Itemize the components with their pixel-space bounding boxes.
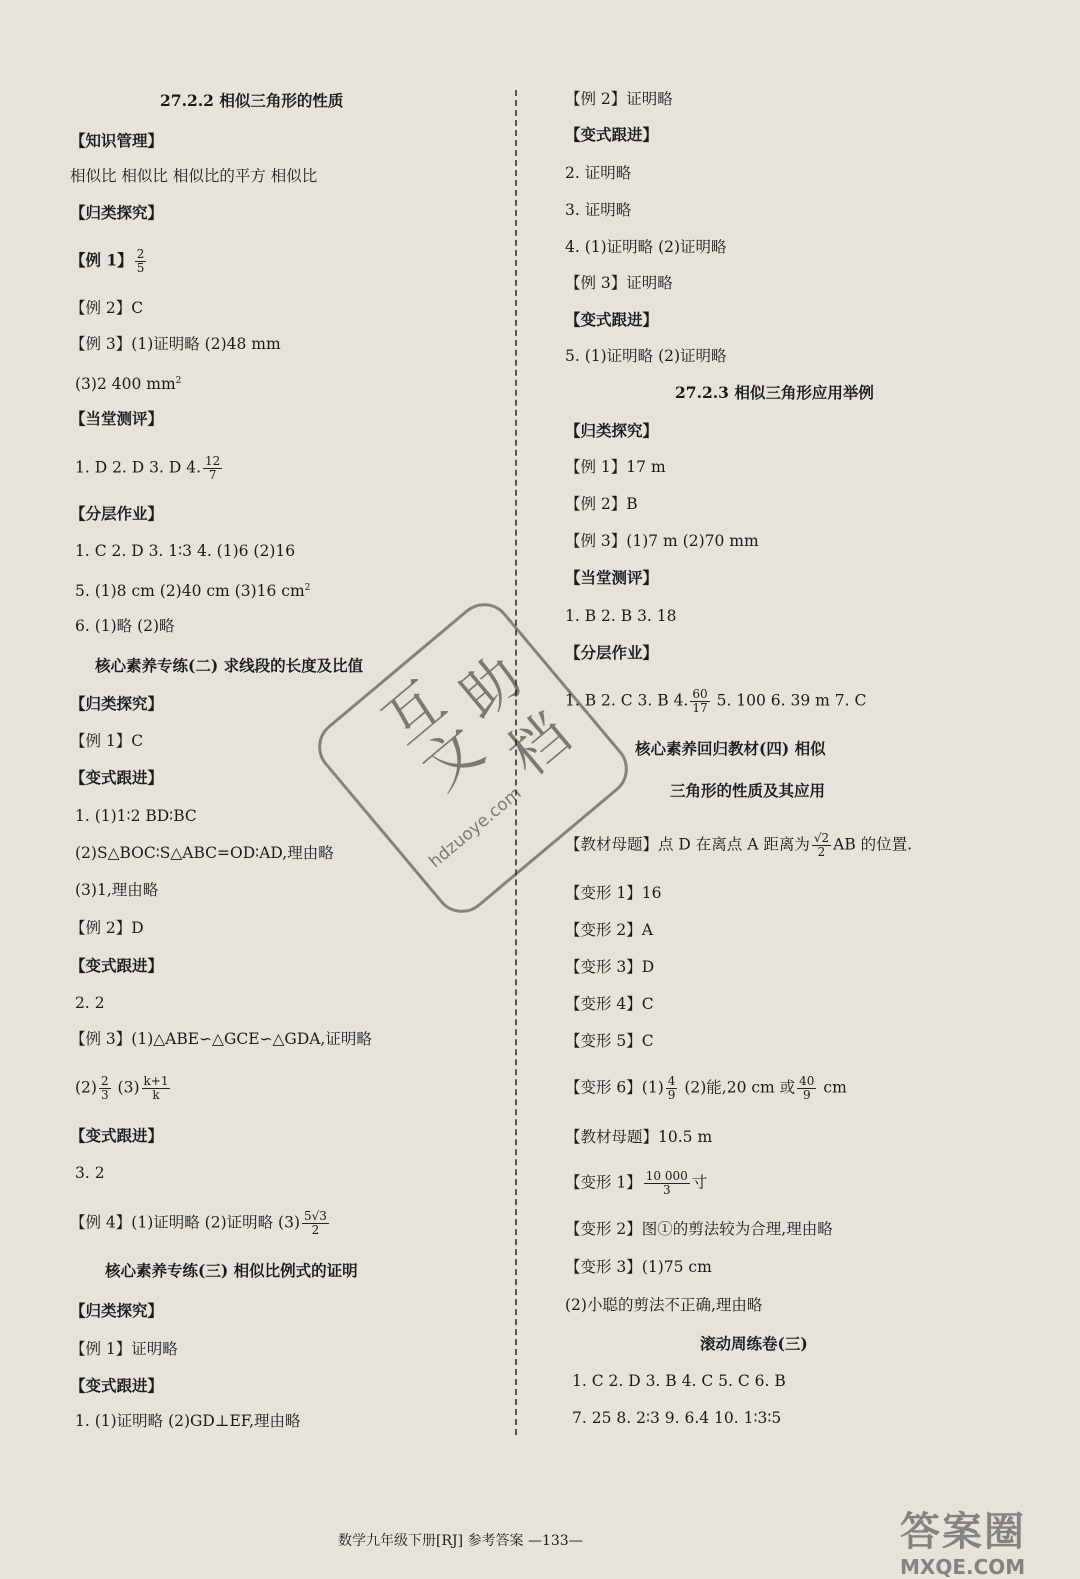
section-heading: 核心素养专练(三) 相似比例式的证明 [105, 1261, 358, 1280]
logo-url: MXQE.COM [900, 1555, 1026, 1579]
section-label: 【分层作业】 [70, 504, 164, 523]
section-heading: 27.2.2 相似三角形的性质 [160, 91, 344, 110]
answer-line: 【变形 3】D [565, 958, 655, 976]
answer-line: 【变形 1】16 [565, 884, 662, 902]
answer-line: 【例 3】(1)证明略 (2)48 mm [70, 335, 281, 353]
answer-line: 【例 1】证明略 [70, 1340, 178, 1358]
answer-line: 【例 1】C [70, 732, 144, 750]
answer-line: 5. (1)证明略 (2)证明略 [565, 347, 727, 365]
watermark-char: 文 [408, 713, 497, 804]
fraction: $\frac{2}{5}$ [136, 247, 145, 275]
answer-line: 【教材母题】点 D 在离点 A 距离为 $\frac{√2}{2}$ AB 的位置. [565, 831, 913, 859]
section-label: 【归类探究】 [565, 421, 659, 440]
answer-line: 1. (1)证明略 (2)GD⊥EF,理由略 [75, 1412, 301, 1430]
section-heading: 核心素养专练(二) 求线段的长度及比值 [95, 656, 364, 675]
fraction: $\frac{k+1}{k}$ [143, 1074, 169, 1102]
answer-line: 7. 25 8. 2∶3 9. 6.4 10. 1∶3∶5 [572, 1409, 782, 1427]
fraction: $\frac{5√3}{2}$ [304, 1209, 327, 1237]
answer-line: 1. B 2. B 3. 18 [565, 607, 677, 625]
answer-line: (2)小聪的剪法不正确,理由略 [565, 1296, 763, 1314]
answer-line: 【变形 5】C [565, 1032, 654, 1050]
answer-line: 6. (1)略 (2)略 [75, 617, 175, 635]
fraction: $\frac{60}{17}$ [692, 687, 708, 715]
answer-line: 【例 3】证明略 [565, 274, 673, 292]
section-heading: 滚动周练卷(三) [700, 1334, 808, 1353]
section-label: 【变式跟进】 [70, 1126, 164, 1145]
answer-line: (3)2 400 $mm^2$ [75, 375, 182, 394]
section-label: 【变式跟进】 [565, 125, 659, 144]
answer-line: 【例 4】(1)证明略 (2)证明略 (3) $\frac{5√3}{2}$ [70, 1209, 327, 1237]
answer-line: 【例 2】D [70, 919, 144, 937]
answer-line: 【例 2】B [565, 495, 638, 513]
answer-line: 【例 1】 $\frac{2}{5}$ [70, 247, 145, 275]
section-label: 【归类探究】 [70, 1301, 164, 1320]
answer-line: (3)1,理由略 [75, 881, 159, 899]
answer-line: 5. (1)8 cm (2)40 cm (3)16 $cm^2$ [75, 582, 311, 601]
section-label: 【变式跟进】 [70, 1376, 164, 1395]
answer-line: 1. B 2. C 3. B 4. $\frac{60}{17}$ 5. 100 6. 39 m 7. C [565, 687, 867, 715]
watermark-char: 互 [369, 667, 458, 758]
section-label: 【变式跟进】 [70, 768, 164, 787]
answer-line: 【变形 3】(1)75 cm [565, 1258, 712, 1276]
answer-line: 【例 2】证明略 [565, 90, 673, 108]
answer-line: 【例 3】(1)7 m (2)70 mm [565, 532, 759, 550]
answer-line: 2. 证明略 [565, 164, 632, 182]
fraction: $\frac{12}{7}$ [205, 454, 221, 482]
fraction: $\frac{2}{3}$ [100, 1074, 109, 1102]
answer-line: 【变形 2】图①的剪法较为合理,理由略 [565, 1220, 833, 1238]
logo-text: 答案圈 [900, 1509, 1026, 1555]
page-footer: 数学九年级下册[RJ] 参考答案 —133— [338, 1533, 583, 1549]
section-label: 【变式跟进】 [70, 956, 164, 975]
answer-line: 相似比 相似比 相似比的平方 相似比 [70, 167, 318, 185]
section-label: 【当堂测评】 [70, 409, 164, 428]
answer-line: 1. D 2. D 3. D 4. $\frac{12}{7}$ [75, 454, 221, 482]
watermark-char: 助 [446, 642, 535, 732]
section-label: 【当堂测评】 [565, 568, 659, 587]
answer-line: 3. 2 [75, 1164, 105, 1182]
answer-line: 1. (1)1∶2 BD∶BC [75, 807, 197, 825]
fraction: $\frac{10 000}{3}$ [645, 1169, 688, 1197]
answer-line: (2) $\frac{2}{3}$ (3) $\frac{k+1}{k}$ [75, 1074, 169, 1102]
fraction: $\frac{40}{9}$ [799, 1074, 815, 1102]
corner-logo [900, 1500, 1075, 1579]
fraction: $\frac{√2}{2}$ [813, 831, 830, 859]
answer-line: 【例 1】17 m [565, 458, 666, 476]
section-label: 【归类探究】 [70, 694, 164, 713]
answer-line: 【变形 6】(1) $\frac{4}{9}$ (2)能,20 cm 或 $\frac{40}{9}$ cm [565, 1074, 847, 1102]
watermark-char: 档 [494, 699, 583, 790]
section-label: 【归类探究】 [70, 203, 164, 222]
answer-line: 1. C 2. D 3. 1∶3 4. (1)6 (2)16 [75, 542, 296, 560]
section-heading: 27.2.3 相似三角形应用举例 [675, 383, 874, 402]
answer-line: 【变形 2】A [565, 921, 653, 939]
answer-line: (2)S△BOC∶S△ABC=OD∶AD,理由略 [75, 844, 334, 862]
watermark-url: hdzuoye.com [425, 783, 526, 873]
answer-line: 【变形 4】C [565, 995, 654, 1013]
section-heading: 核心素养回归教材(四) 相似 [635, 739, 826, 758]
section-heading: 三角形的性质及其应用 [670, 781, 826, 800]
answer-line: 1. C 2. D 3. B 4. C 5. C 6. B [572, 1372, 786, 1390]
section-label: 【变式跟进】 [565, 310, 659, 329]
section-label: 【知识管理】 [70, 131, 164, 150]
answer-line: 【例 2】C [70, 299, 144, 317]
answer-line: 【教材母题】10.5 m [565, 1128, 713, 1146]
answer-line: 3. 证明略 [565, 201, 632, 219]
fraction: $\frac{4}{9}$ [667, 1074, 676, 1102]
answer-line: 4. (1)证明略 (2)证明略 [565, 238, 727, 256]
answer-line: 【变形 1】 $\frac{10 000}{3}$ 寸 [565, 1169, 708, 1197]
answer-line: 2. 2 [75, 994, 105, 1012]
section-label: 【分层作业】 [565, 643, 659, 662]
answer-line: 【例 3】(1)△ABE∽△GCE∽△GDA,证明略 [70, 1030, 372, 1048]
